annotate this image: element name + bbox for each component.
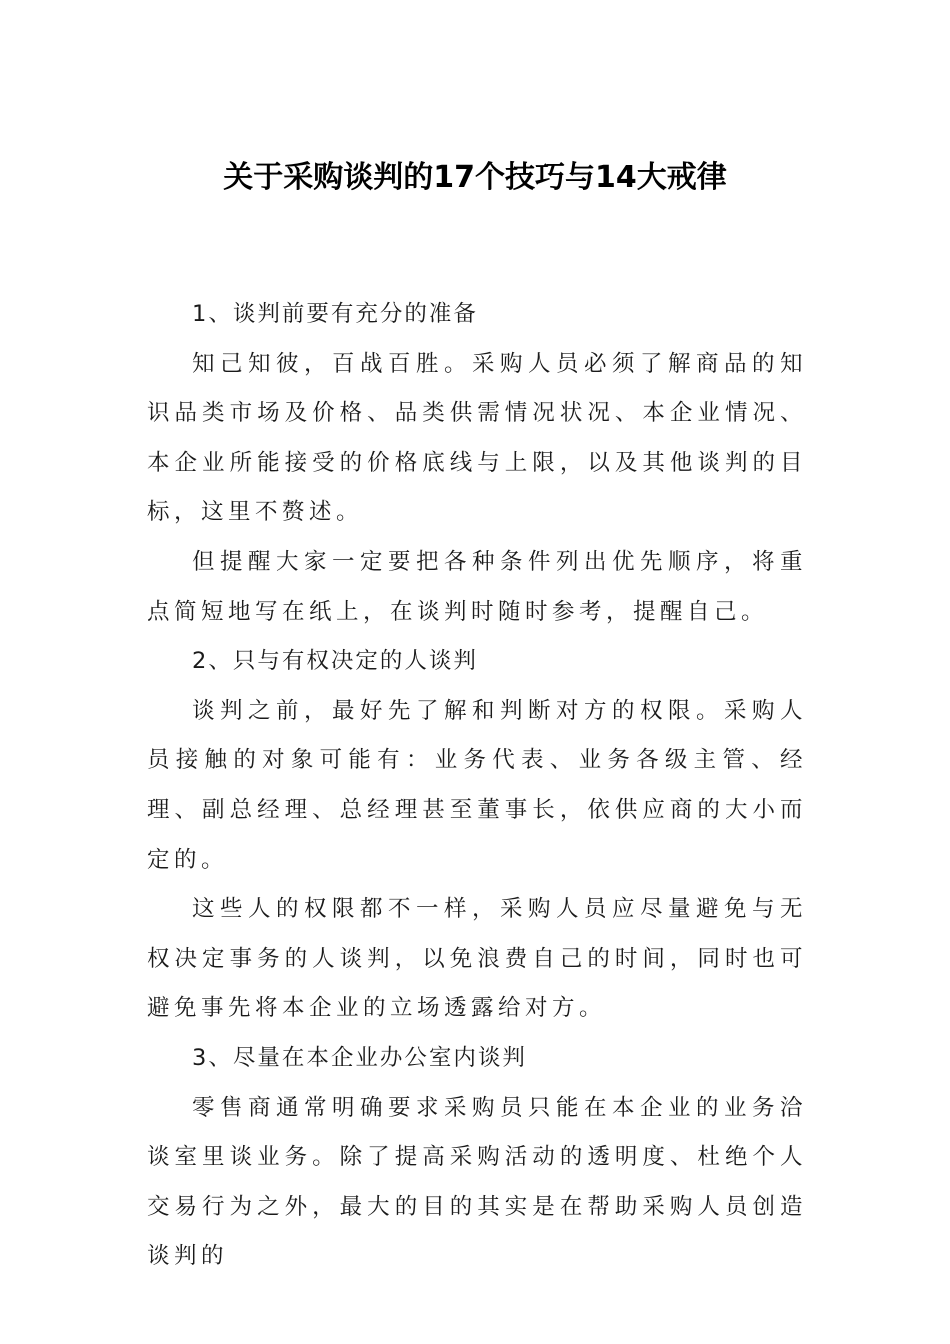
section-heading-2: 2、只与有权决定的人谈判 — [192, 648, 478, 675]
document-title: 关于采购谈判的17个技巧与14大戒律 — [223, 160, 727, 195]
paragraph: 知己知彼，百战百胜。采购人员必须了解商品的知识品类市场及价格、品类供需情况状况、本企业情况、本企业所能接受的价格底线与上限，以及其他谈判的目标，这里不赘述。 — [147, 350, 807, 526]
document-body — [147, 290, 807, 1282]
paragraph: 谈判之前，最好先了解和判断对方的权限。采购人员接触的对象可能有：业务代表、业务各级主管、经理、副总经理、总经理甚至董事长，依供应商的大小而定的。 — [147, 697, 807, 873]
paragraph: 但提醒大家一定要把各种条件列出优先顺序，将重点简短地写在纸上，在谈判时随时参考，提醒自己。 — [147, 548, 807, 625]
section-heading-3: 3、尽量在本企业办公室内谈判 — [192, 1044, 527, 1071]
section-heading-1: 1、谈判前要有充分的准备 — [192, 301, 478, 327]
paragraph: 零售商通常明确要求采购员只能在本企业的业务洽谈室里谈业务。除了提高采购活动的透明度、杜绝个人交易行为之外，最大的目的其实是在帮助采购人员创造谈判的 — [147, 1094, 807, 1270]
paragraph: 这些人的权限都不一样，采购人员应尽量避免与无权决定事务的人谈判，以免浪费自己的时间，同时也可避免事先将本企业的立场透露给对方。 — [147, 896, 807, 1022]
